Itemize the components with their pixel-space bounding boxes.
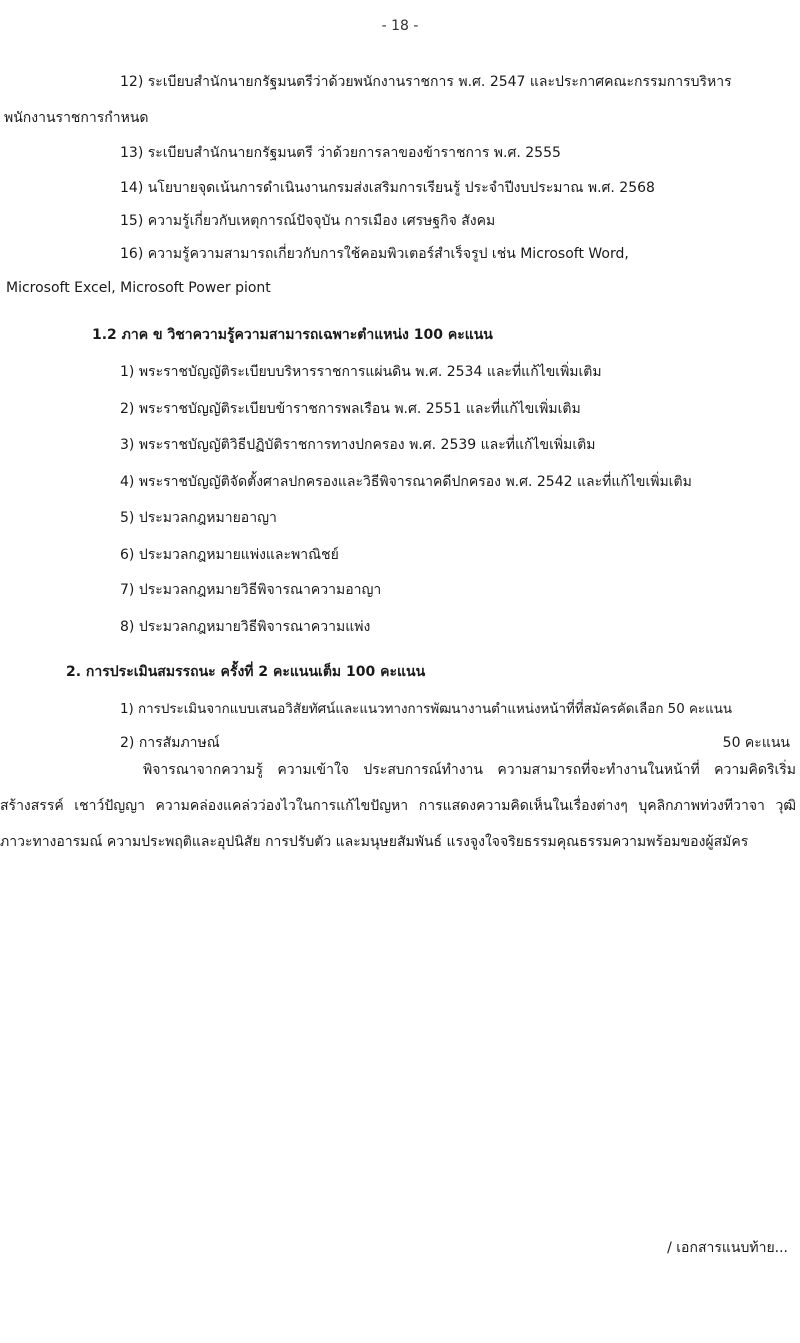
section-1-2-heading: 1.2 ภาค ข วิชาความรู้ความสามารถเฉพาะตำแหน่ง 100 คะแนน bbox=[92, 327, 493, 343]
section-1-2-item-8: 8) ประมวลกฎหมายวิธีพิจารณาความแพ่ง bbox=[120, 619, 371, 635]
section-1-2-item-4: 4) พระราชบัญญัติจัดตั้งศาลปกครองและวิธีพิจารณาคดีปกครอง พ.ศ. 2542 และที่แก้ไขเพิ่มเติม bbox=[120, 474, 692, 490]
list-item-14: 14) นโยบายจุดเน้นการดำเนินงานกรมส่งเสริมการเรียนรู้ ประจำปีงบประมาณ พ.ศ. 2568 bbox=[120, 180, 655, 196]
section-1-2-item-7: 7) ประมวลกฎหมายวิธีพิจารณาความอาญา bbox=[120, 582, 382, 598]
interview-criteria-paragraph bbox=[0, 752, 796, 860]
section-1-2-item-3: 3) พระราชบัญญัติวิธีปฏิบัติราชการทางปกครอง พ.ศ. 2539 และที่แก้ไขเพิ่มเติม bbox=[120, 437, 596, 453]
list-item-13: 13) ระเบียบสำนักนายกรัฐมนตรี ว่าด้วยการลาของข้าราชการ พ.ศ. 2555 bbox=[120, 145, 561, 161]
section-2-heading: 2. การประเมินสมรรถนะ ครั้งที่ 2 คะแนนเต็ม 100 คะแนน bbox=[66, 664, 426, 680]
interview-criteria-text: พิจารณาจากความรู้ ความเข้าใจ ประสบการณ์ทำงาน ความสามารถที่จะทำงานในหน้าที่ ความคิดริเริ่มสร้างสรรค์ เชาว์ปัญญา ความคล่องแคล่วว่องไวในการแก้ไขปัญหา การแสดงความคิดเห็นในเรื่องต่างๆ บุคลิกภาพท่วงทีวาจา วุฒิภาวะทางอารมณ์ ความประพฤติและอุปนิสัย การปรับตัว และมนุษยสัมพันธ์ แรงจูงใจจริยธรรมคุณธรรมความพร้อมของผู้สมัคร bbox=[0, 762, 796, 850]
list-item-12: 12) ระเบียบสำนักนายกรัฐมนตรีว่าด้วยพนักงานราชการ พ.ศ. 2547 และประกาศคณะกรรมการบริหาร bbox=[120, 74, 732, 90]
page-number: - 18 - bbox=[381, 18, 419, 34]
section-2-item-2-label: 2) การสัมภาษณ์ bbox=[120, 735, 220, 751]
list-item-16-continuation: Microsoft Excel, Microsoft Power piont bbox=[6, 280, 271, 296]
section-1-2-item-6: 6) ประมวลกฎหมายแพ่งและพาณิชย์ bbox=[120, 547, 339, 563]
list-item-15: 15) ความรู้เกี่ยวกับเหตุการณ์ปัจจุบัน การเมือง เศรษฐกิจ สังคม bbox=[120, 213, 496, 229]
section-1-2-item-5: 5) ประมวลกฎหมายอาญา bbox=[120, 510, 277, 526]
section-2-item-2-score: 50 คะแนน bbox=[722, 735, 790, 751]
list-item-12-continuation: พนักงานราชการกำหนด bbox=[4, 110, 149, 126]
section-1-2-item-2: 2) พระราชบัญญัติระเบียบข้าราชการพลเรือน พ.ศ. 2551 และที่แก้ไขเพิ่มเติม bbox=[120, 401, 581, 417]
attachment-note: / เอกสารแนบท้าย... bbox=[667, 1240, 788, 1256]
section-2-item-1: 1) การประเมินจากแบบเสนอวิสัยทัศน์และแนวทางการพัฒนางานตำแหน่งหน้าที่ที่สมัครคัดเลือก 50 คะแนน bbox=[120, 702, 733, 717]
list-item-16: 16) ความรู้ความสามารถเกี่ยวกับการใช้คอมพิวเตอร์สำเร็จรูป เช่น Microsoft Word, bbox=[120, 246, 629, 262]
section-1-2-item-1: 1) พระราชบัญญัติระเบียบบริหารราชการแผ่นดิน พ.ศ. 2534 และที่แก้ไขเพิ่มเติม bbox=[120, 364, 602, 380]
